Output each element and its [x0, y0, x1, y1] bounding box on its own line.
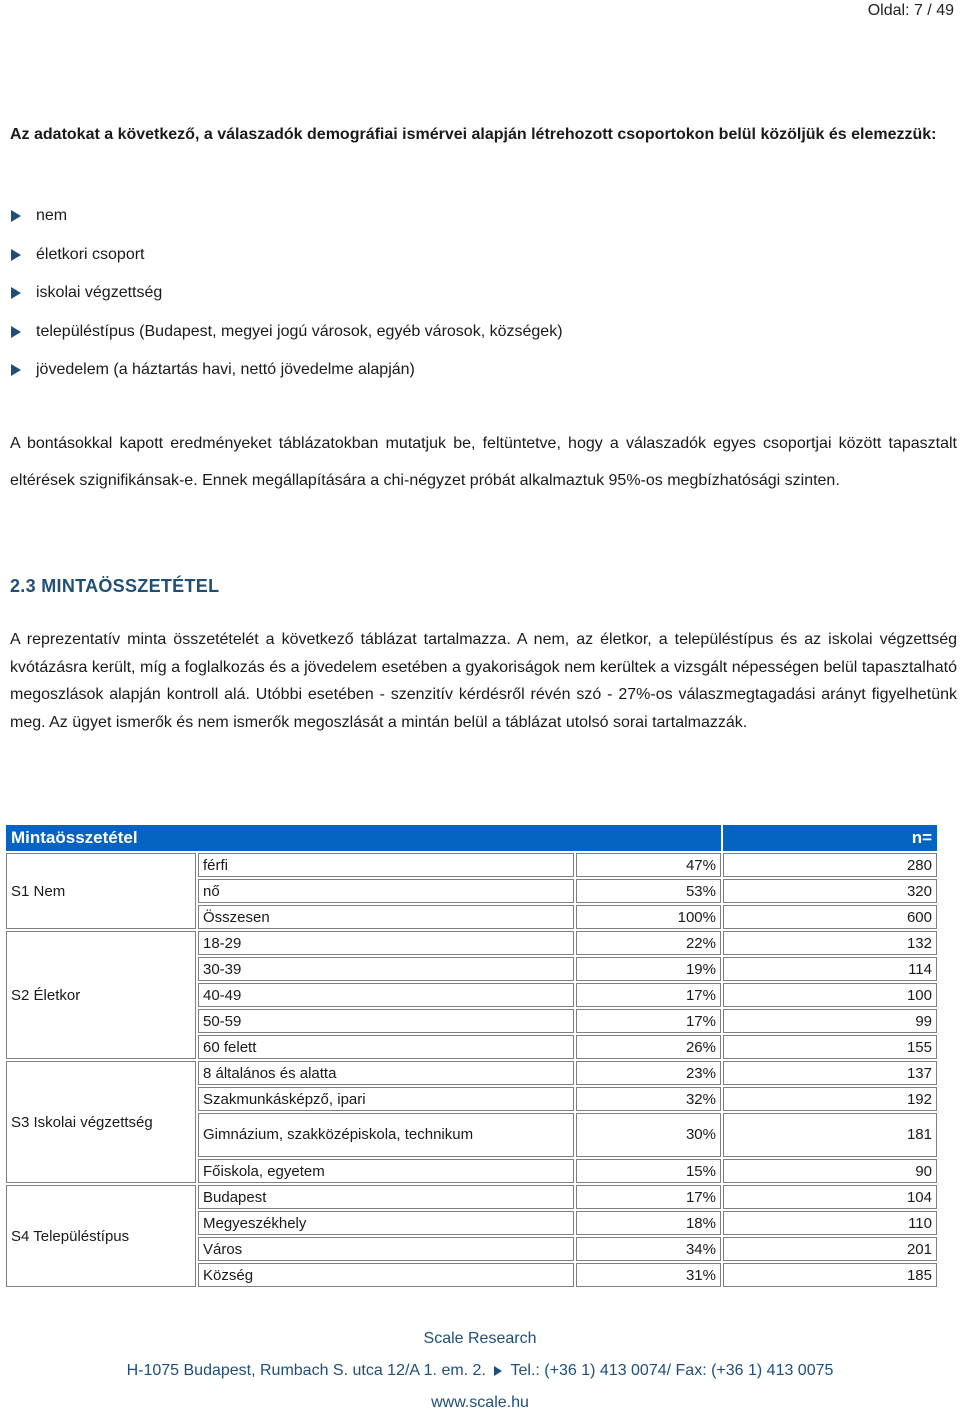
row-label: Összesen — [198, 905, 574, 929]
row-percent: 17% — [576, 983, 721, 1007]
row-count: 104 — [723, 1185, 937, 1209]
triangle-bullet-icon — [11, 210, 21, 222]
row-label: Megyeszékhely — [198, 1211, 574, 1235]
row-count: 100 — [723, 983, 937, 1007]
row-count: 90 — [723, 1159, 937, 1183]
row-percent: 34% — [576, 1237, 721, 1261]
group-label: S4 Településtípus — [6, 1185, 196, 1287]
row-count: 600 — [723, 905, 937, 929]
row-label: 8 általános és alatta — [198, 1061, 574, 1085]
row-percent: 32% — [576, 1087, 721, 1111]
row-label: 18-29 — [198, 931, 574, 955]
row-percent: 18% — [576, 1211, 721, 1235]
table-row — [6, 931, 937, 955]
row-percent: 30% — [576, 1113, 721, 1157]
row-percent: 100% — [576, 905, 721, 929]
row-percent: 19% — [576, 957, 721, 981]
row-count: 137 — [723, 1061, 937, 1085]
row-label: 60 felett — [198, 1035, 574, 1059]
row-label: Város — [198, 1237, 574, 1261]
footer-address: H-1075 Budapest, Rumbach S. utca 12/A 1. em. 2. — [126, 1362, 486, 1379]
row-count: 185 — [723, 1263, 937, 1287]
group-label: S3 Iskolai végzettség — [6, 1061, 196, 1183]
row-count: 110 — [723, 1211, 937, 1235]
table-header-title: Mintaösszetétel — [6, 825, 721, 851]
row-label: férfi — [198, 853, 574, 877]
bullet-item: életkori csoport — [10, 236, 950, 275]
row-count: 320 — [723, 879, 937, 903]
section-heading: 2.3 MINTAÖSSZETÉTEL — [10, 576, 220, 596]
row-label: Község — [198, 1263, 574, 1287]
row-count: 155 — [723, 1035, 937, 1059]
row-count: 181 — [723, 1113, 937, 1157]
group-label: S2 Életkor — [6, 931, 196, 1059]
row-percent: 26% — [576, 1035, 721, 1059]
bullet-item: nem — [10, 197, 950, 236]
footer-company: Scale Research — [423, 1330, 537, 1347]
row-label: 50-59 — [198, 1009, 574, 1033]
table-row — [6, 1185, 937, 1209]
triangle-bullet-icon — [11, 287, 21, 299]
bullet-item: jövedelem (a háztartás havi, nettó jövedelme alapján) — [10, 351, 950, 390]
method-paragraph: A bontásokkal kapott eredményeket táblázatokban mutatjuk be, feltüntetve, hogy a válaszadók egyes csoportjai között tapasztalt eltérések szignifikánsak-e. Ennek megállapítására a chi-négyzet próbát alkalmaztuk 95%-os megbízhatósági szinten. — [10, 435, 957, 489]
row-percent: 17% — [576, 1009, 721, 1033]
row-percent: 53% — [576, 879, 721, 903]
row-percent: 23% — [576, 1061, 721, 1085]
row-count: 192 — [723, 1087, 937, 1111]
row-percent: 47% — [576, 853, 721, 877]
row-count: 280 — [723, 853, 937, 877]
footer-website-link[interactable]: www.scale.hu — [431, 1394, 529, 1411]
footer-phone: Tel.: (+36 1) 413 0074/ Fax: (+36 1) 413 0075 — [510, 1362, 834, 1379]
table-row — [6, 1061, 937, 1085]
sample-paragraph: A reprezentatív minta összetételét a következő táblázat tartalmazza. A nem, az életkor, a településtípus és az iskolai végzettség kvótázásra került, míg a foglalkozás és a jövedelem esetében a gyakoriságok nem kerültek a vizsgált népességen belül tapasztalható megoszlások alapján kontroll alá. Utóbbi esetében - szenzitív kérdésről révén szó - 27%-os válaszmegtagadási arányt figyelhetünk meg. Az ügyet ismerők és nem ismerők megoszlását a mintán belül a táblázat utolsó sorai tartalmazzák. — [10, 631, 957, 731]
row-percent: 31% — [576, 1263, 721, 1287]
row-label: Gimnázium, szakközépiskola, technikum — [198, 1113, 574, 1157]
triangle-bullet-icon — [11, 249, 21, 261]
row-count: 114 — [723, 957, 937, 981]
triangle-bullet-icon — [11, 364, 21, 376]
footer-contact — [0, 1362, 960, 1380]
row-count: 99 — [723, 1009, 937, 1033]
table-header-n: n= — [723, 825, 937, 851]
triangle-bullet-icon — [11, 326, 21, 338]
row-count: 201 — [723, 1237, 937, 1261]
row-label: 40-49 — [198, 983, 574, 1007]
triangle-separator-icon — [494, 1366, 502, 1376]
row-percent: 17% — [576, 1185, 721, 1209]
intro-text: Az adatokat a következő, a válaszadók demográfiai ismérvei alapján létrehozott csoportokon belül közöljük és elemezzük: — [10, 126, 937, 143]
bullet-list — [10, 197, 950, 390]
group-label: S1 Nem — [6, 853, 196, 929]
page-number: Oldal: 7 / 49 — [867, 2, 954, 19]
table-header-row — [6, 825, 937, 851]
row-label: Budapest — [198, 1185, 574, 1209]
row-label: nő — [198, 879, 574, 903]
row-label: Szakmunkásképző, ipari — [198, 1087, 574, 1111]
row-label: 30-39 — [198, 957, 574, 981]
table-row — [6, 853, 937, 877]
bullet-item: településtípus (Budapest, megyei jogú városok, egyéb városok, községek) — [10, 313, 950, 352]
sample-composition-table — [4, 823, 939, 1289]
row-count: 132 — [723, 931, 937, 955]
bullet-item: iskolai végzettség — [10, 274, 950, 313]
row-percent: 15% — [576, 1159, 721, 1183]
row-label: Főiskola, egyetem — [198, 1159, 574, 1183]
row-percent: 22% — [576, 931, 721, 955]
